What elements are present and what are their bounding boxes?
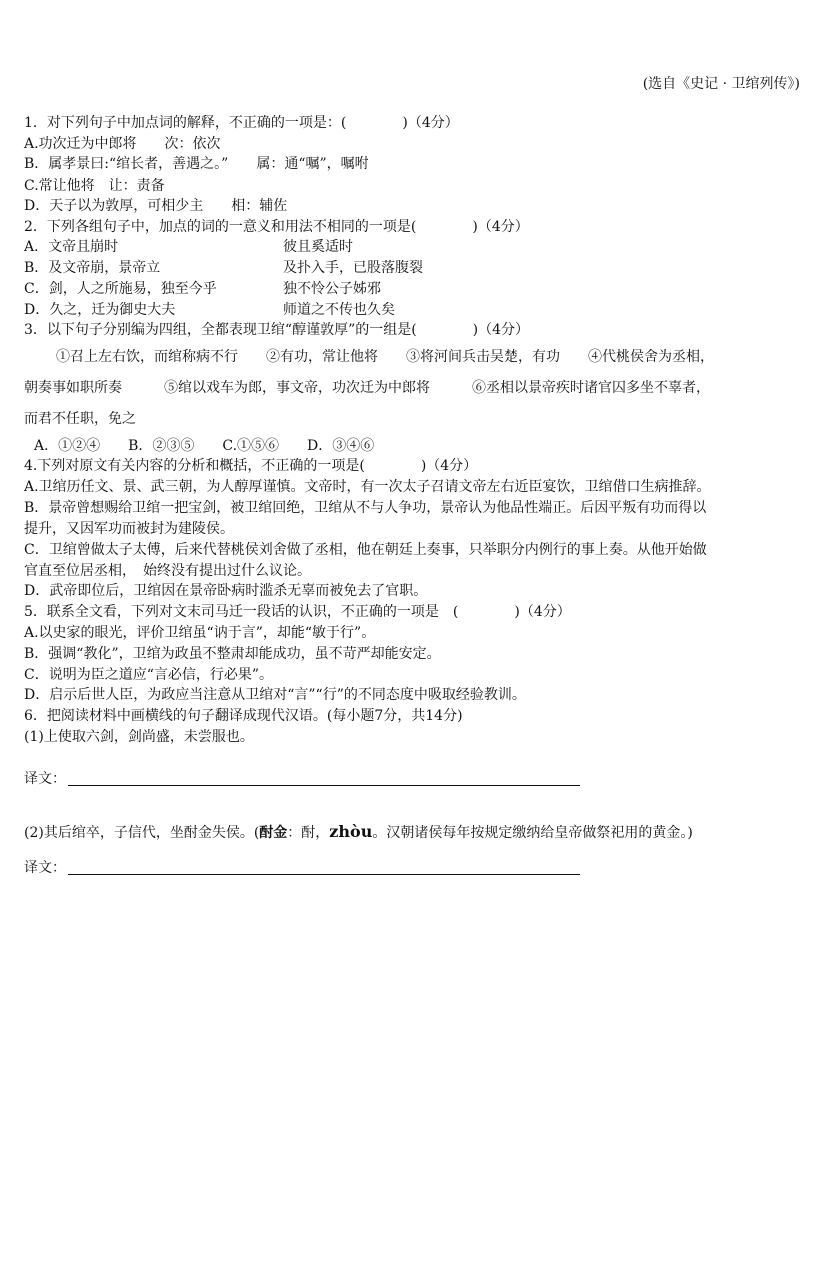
q6-term-colon: ：酎，	[287, 825, 330, 841]
source-citation: (选自《史记 · 卫绾列传》)	[642, 76, 800, 92]
q6-sentence-2	[24, 822, 693, 843]
q6-stem: 6．把阅读材料中画横线的句子翻译成现代汉语。(每小题7分，共14分)	[24, 708, 463, 724]
q4-line-a: A.卫绾历任文、景、武三朝，为人醇厚谨慎。文帝时，有一次太子召请文帝左右近臣宴饮，卫绾借口生病推辞。	[24, 479, 711, 495]
q2-option-c-left: C．剑，人之所施易，独至今乎	[24, 281, 217, 297]
q2-option-c-right: 独不怜公子姊邪	[283, 281, 381, 297]
q4-line-c: C．卫绾曾做太子太傅，后来代替桃侯刘舍做了丞相，他在朝廷上奏事，只举职分内例行的事上奏。从他开始做	[24, 542, 707, 558]
q4-line-c-cont: 官直至位居丞相， 始终没有提出过什么议论。	[24, 563, 311, 579]
q6-sentence-1: (1)上使取六剑，剑尚盛，未尝服也。	[24, 729, 254, 745]
q4-line-b-cont: 提升，又因军功而被封为建陵侯。	[24, 521, 234, 537]
q4-line-b: B．景帝曾想赐给卫绾一把宝剑，被卫绾回绝，卫绾从不与人争功，景帝认为他品性端正。后因平叛有功而得以	[24, 500, 707, 516]
q5-option-d: D．启示后世人臣，为政应当注意从卫绾对“言”“行”的不同态度中吸取经验教训。	[24, 687, 526, 703]
answer-blank-2[interactable]	[68, 860, 580, 875]
q2-stem: 2．下列各组句子中，加点的词的一意义和用法不相同的一项是( )（4分）	[24, 219, 529, 235]
q2-option-d-left: D．久之，迁为御史大夫	[24, 302, 176, 318]
q1-option-c: C.常让他将 让：责备	[24, 178, 165, 194]
q3-sentences-line-2: 朝奏事如职所奏 ⑤绾以戏车为郎，事文帝，功次迁为中郎将 ⑥丞相以景帝疾时诸官囚多坐不辜者，	[24, 380, 710, 396]
q3-sentences-line-1: ①召上左右饮，而绾称病不行 ②有功，常让他将 ③将河间兵击吴楚，有功 ④代桃侯舍为丞相，	[56, 349, 714, 365]
q2-option-a-right: 彼且奚适时	[283, 239, 353, 255]
q1-option-a: A.功次迁为中郎将 次：依次	[24, 136, 221, 152]
q5-option-c: C．说明为臣之道应“言必信，行必果”。	[24, 667, 274, 683]
q4-line-d: D．武帝即位后，卫绾因在景帝卧病时滥杀无辜而被免去了官职。	[24, 583, 428, 599]
answer-label-2: 译文：	[24, 860, 66, 876]
q6-pinyin: zhòu	[329, 822, 373, 841]
q1-option-d: D．天子以为敦厚，可相少主 相：辅佐	[24, 198, 288, 214]
answer-label-1: 译文：	[24, 771, 66, 787]
q2-option-d-right: 师道之不传也久矣	[283, 302, 395, 318]
q2-option-b-right: 及扑入手，已股落腹裂	[283, 260, 423, 276]
q6-term-zhoujin: 酎金	[259, 825, 288, 841]
q4-stem: 4.下列对原文有关内容的分析和概括，不正确的一项是( )（4分）	[24, 458, 478, 474]
q1-option-b: B．属孝景曰:“绾长者，善遇之。” 属：通“嘱”，嘱咐	[24, 156, 369, 172]
answer-blank-1[interactable]	[68, 771, 580, 786]
q3-sentences-line-3: 而君不任职，免之	[24, 411, 136, 427]
q3-stem: 3．以下句子分别编为四组，全都表现卫绾“醇谨敦厚”的一组是( )（4分）	[24, 322, 530, 338]
q6-sentence-2-rest: 。汉朝诸侯每年按规定缴纳给皇帝做祭祀用的黄金。)	[372, 825, 693, 841]
q2-option-a-left: A．文帝且崩时	[24, 239, 119, 255]
answer-line-1	[24, 769, 580, 789]
q6-sentence-2-main: (2)其后绾卒，子信代，坐酎金失侯。(	[24, 825, 260, 841]
q1-stem: 1．对下列句子中加点词的解释，不正确的一项是：( )（4分）	[24, 115, 459, 131]
q3-choices: A．①②④ B．②③⑤ C.①⑤⑥ D．③④⑥	[34, 438, 375, 454]
q2-option-b-left: B．及文帝崩，景帝立	[24, 260, 161, 276]
q5-option-b: B．强调“教化”，卫绾为政虽不整肃却能成功，虽不苛严却能安定。	[24, 646, 441, 662]
q5-option-a: A.以史家的眼光，评价卫绾虽“讷于言”，却能“敏于行”。	[24, 625, 376, 641]
q5-stem: 5．联系全文看，下列对文末司马迁一段话的认识，不正确的一项是 ( )（4分）	[24, 604, 571, 620]
answer-line-2	[24, 858, 580, 878]
